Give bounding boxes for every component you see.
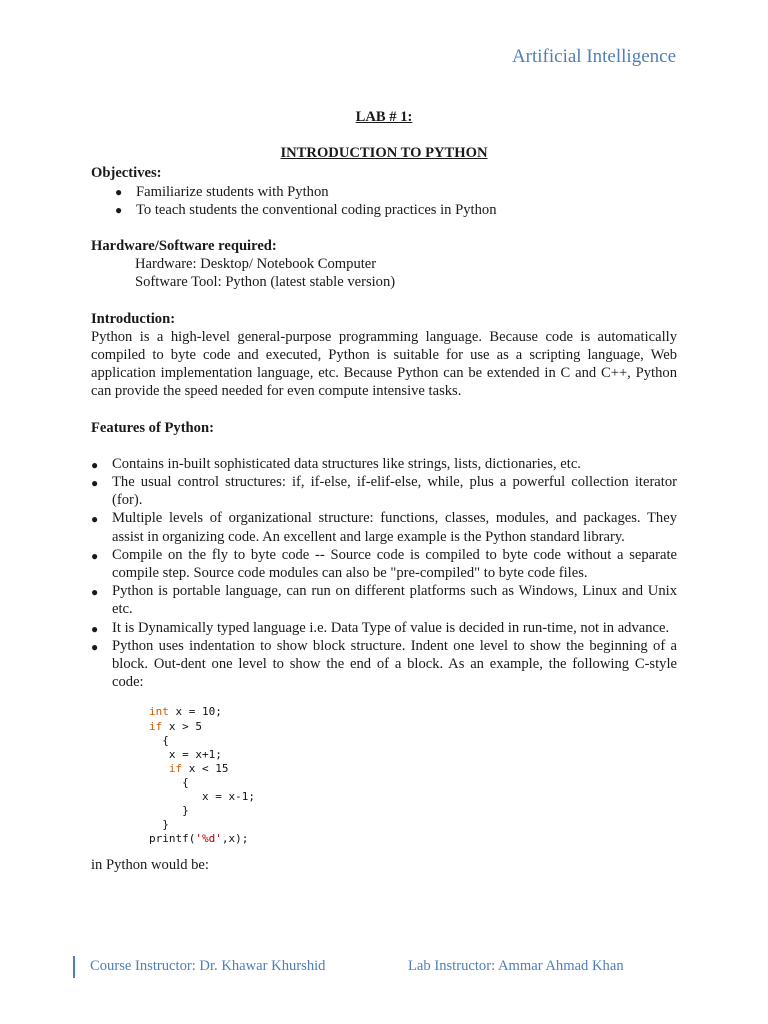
- page-footer: [73, 956, 695, 978]
- features-section: [91, 419, 677, 692]
- list-item: ● It is Dynamically typed language i.e. Data Type of value is decided in run-time, not in advance.: [91, 619, 677, 637]
- features-list: [91, 455, 677, 692]
- requirements-heading: Hardware/Software required:: [91, 238, 277, 255]
- bullet-icon: ●: [91, 512, 99, 527]
- lab-title: INTRODUCTION TO PYTHON: [280, 145, 488, 162]
- bullet-icon: ●: [91, 621, 99, 636]
- lab-number: LAB # 1:: [355, 109, 413, 125]
- introduction-section: [91, 310, 677, 401]
- list-item: ● Contains in-built sophisticated data structures like strings, lists, dictionaries, etc.: [91, 455, 677, 473]
- code-keyword: if: [149, 719, 163, 733]
- list-item: ● Compile on the fly to byte code -- Source code is compiled to byte code without a separate compile step. Source code modules can also be "pre-compiled" to byte code files.: [91, 546, 677, 582]
- bullet-icon: ●: [91, 548, 99, 563]
- objectives-heading: Objectives:: [91, 165, 162, 182]
- introduction-heading: Introduction:: [91, 310, 176, 327]
- software-line: Software Tool: Python (latest stable version): [135, 274, 396, 291]
- bullet-icon: ●: [91, 639, 99, 654]
- bullet-icon: ●: [91, 476, 99, 491]
- code-string: '%d': [195, 832, 222, 846]
- list-item: ● Python is portable language, can run on different platforms such as Windows, Linux and Unix etc.: [91, 583, 677, 618]
- header-title: Artificial Intelligence: [511, 46, 676, 67]
- code-sample: int x = 10; if x > 5 { x = x+1; if x < 15 { x = x-1; } } printf('%d',x);: [149, 705, 255, 846]
- list-item: ● To teach students the conventional coding practices in Python: [115, 201, 497, 218]
- code-keyword: if: [168, 761, 183, 775]
- hardware-line: Hardware: Desktop/ Notebook Computer: [135, 256, 377, 273]
- after-code-text: in Python would be:: [91, 857, 209, 874]
- document-body: [91, 108, 677, 875]
- requirements-section: [91, 237, 677, 292]
- features-heading: Features of Python:: [91, 419, 214, 436]
- bullet-icon: ●: [115, 202, 123, 217]
- list-item: ● Python uses indentation to show block structure. Indent one level to show the beginning of a block. Out-dent one level to show the end of a block. As an example, the following C-style code:: [91, 637, 677, 691]
- objectives-list: [91, 183, 677, 219]
- bullet-icon: ●: [91, 457, 99, 472]
- code-keyword: int: [149, 705, 169, 719]
- list-item: ● Multiple levels of organizational structure: functions, classes, modules, and packages. They assist in organizing code. An excellent and large example is the Python standard library.: [91, 510, 677, 545]
- list-item: ● Familiarize students with Python: [115, 183, 329, 200]
- list-item: ● The usual control structures: if, if-else, if-elif-else, while, plus a powerful collection iterator (for).: [91, 474, 677, 509]
- course-instructor: Course Instructor: Dr. Khawar Khurshid: [90, 958, 326, 974]
- lab-instructor: Lab Instructor: Ammar Ahmad Khan: [408, 958, 624, 974]
- objectives-section: [91, 164, 677, 219]
- bullet-icon: ●: [115, 184, 123, 199]
- introduction-paragraph: Python is a high-level general-purpose programming language. Because code is automatically compiled to byte code and executed, Python is suitable for use as a scripting language, Web application implementation language, etc. Because Python can be extended in C and C++, Python can provide the speed needed for even compute intensive tasks.: [91, 328, 677, 400]
- bullet-icon: ●: [91, 585, 99, 600]
